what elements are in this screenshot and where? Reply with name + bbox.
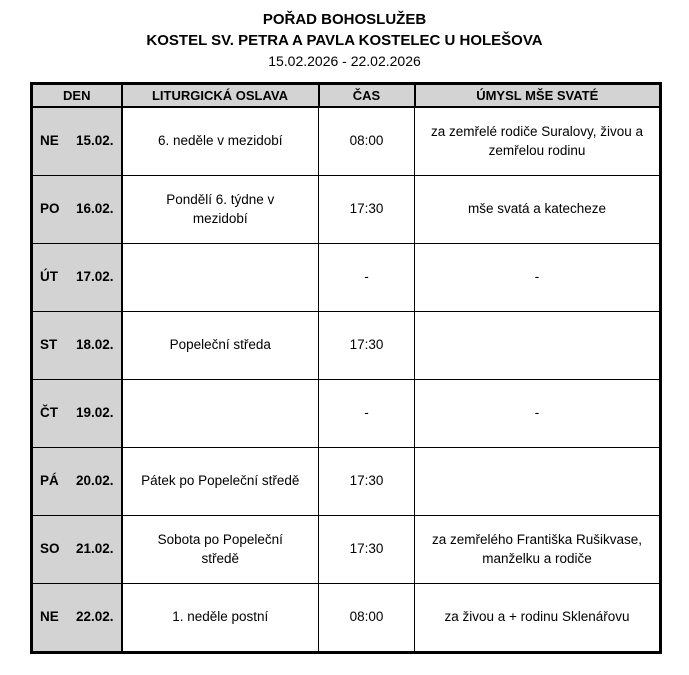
day-date: 20.02.	[75, 473, 114, 489]
day-abbrev: PO	[40, 201, 60, 217]
celebration-cell: Sobota po Popeleční středě	[122, 516, 319, 584]
day-cell-content	[33, 472, 121, 490]
intention-cell	[415, 312, 661, 380]
day-abbrev: ČT	[40, 405, 58, 421]
schedule-table	[30, 82, 662, 654]
day-cell-content	[33, 336, 121, 354]
intention-cell	[415, 448, 661, 516]
time-cell: -	[319, 244, 415, 312]
church-name: KOSTEL SV. PETRA A PAVLA KOSTELEC U HOLEŠOVA	[146, 32, 543, 49]
page-title: POŘAD BOHOSLUŽEB	[262, 11, 427, 28]
table-header-row	[32, 84, 661, 108]
column-header-celebration: LITURGICKÁ OSLAVA	[122, 84, 319, 108]
time-cell: 17:30	[319, 516, 415, 584]
intention-cell: za živou a + rodinu Sklenářovu	[415, 584, 661, 653]
day-date: 15.02.	[75, 133, 114, 149]
day-abbrev: PÁ	[40, 473, 59, 489]
day-cell-content	[33, 268, 121, 286]
table-row	[32, 107, 661, 176]
table-row	[32, 380, 661, 448]
table-row	[32, 584, 661, 653]
day-abbrev: SO	[40, 541, 60, 557]
day-cell	[32, 312, 122, 380]
day-cell-content	[33, 132, 121, 150]
column-header-day: DEN	[32, 84, 122, 108]
date-range: 15.02.2026 - 22.02.2026	[268, 53, 421, 69]
day-cell	[32, 448, 122, 516]
intention-cell: -	[415, 380, 661, 448]
day-date: 16.02.	[75, 201, 114, 217]
celebration-cell	[122, 244, 319, 312]
day-date: 18.02.	[75, 337, 114, 353]
time-cell: 17:30	[319, 176, 415, 244]
intention-cell: -	[415, 244, 661, 312]
table-row	[32, 448, 661, 516]
time-cell: 08:00	[319, 107, 415, 176]
day-cell	[32, 584, 122, 653]
table-row	[32, 312, 661, 380]
table-row	[32, 176, 661, 244]
day-cell	[32, 107, 122, 176]
time-cell: 08:00	[319, 584, 415, 653]
day-abbrev: ÚT	[40, 269, 58, 285]
day-cell-content	[33, 540, 121, 558]
day-abbrev: NE	[40, 609, 59, 625]
day-cell	[32, 380, 122, 448]
column-header-time: ČAS	[319, 84, 415, 108]
intention-cell: za zemřelé rodiče Suralovy, živou a zemřelou rodinu	[415, 107, 661, 176]
day-cell-content	[33, 608, 121, 626]
table-row	[32, 244, 661, 312]
day-date: 19.02.	[75, 405, 114, 421]
intention-cell: za zemřelého Františka Rušikvase, manželku a rodiče	[415, 516, 661, 584]
day-date: 22.02.	[75, 609, 114, 625]
celebration-cell: Pondělí 6. týdne v mezidobí	[122, 176, 319, 244]
day-cell	[32, 516, 122, 584]
day-date: 17.02.	[75, 269, 114, 285]
celebration-cell: 1. neděle postní	[122, 584, 319, 653]
time-cell: 17:30	[319, 448, 415, 516]
day-cell-content	[33, 200, 121, 218]
intention-cell: mše svatá a katecheze	[415, 176, 661, 244]
column-header-intention: ÚMYSL MŠE SVATÉ	[415, 84, 661, 108]
table-row	[32, 516, 661, 584]
celebration-cell: Popeleční středa	[122, 312, 319, 380]
celebration-cell	[122, 380, 319, 448]
day-cell-content	[33, 404, 121, 422]
time-cell: 17:30	[319, 312, 415, 380]
celebration-cell: 6. neděle v mezidobí	[122, 107, 319, 176]
day-date: 21.02.	[75, 541, 114, 557]
time-cell: -	[319, 380, 415, 448]
day-cell	[32, 176, 122, 244]
day-abbrev: ST	[40, 337, 58, 353]
day-cell	[32, 244, 122, 312]
title-block	[0, 0, 689, 72]
celebration-cell: Pátek po Popeleční středě	[122, 448, 319, 516]
day-abbrev: NE	[40, 133, 59, 149]
